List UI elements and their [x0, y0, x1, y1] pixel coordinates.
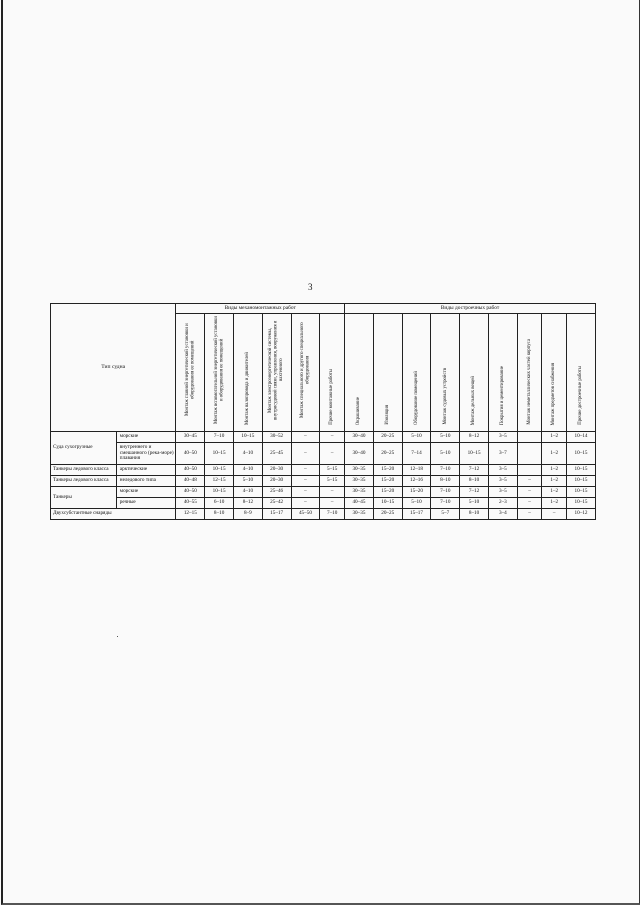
value-cell: 15–20	[373, 487, 402, 498]
value-cell: 12–15	[176, 509, 205, 520]
value-cell: 3–5	[488, 465, 517, 476]
value-cell: 3–5	[488, 476, 517, 487]
value-cell: 5–10	[431, 443, 460, 465]
column-header: Монтаж главной энергетической установки и оборудования ее помещений	[176, 314, 205, 432]
column-header: Монтаж неметаллических частей корпуса	[517, 314, 542, 432]
column-header: Изоляция	[373, 314, 402, 432]
value-cell: 25–45	[262, 443, 291, 465]
ship-subtype-cell: морские	[116, 487, 176, 498]
value-cell: –	[320, 443, 345, 465]
value-cell: 15–17	[262, 509, 291, 520]
value-cell: 7–10	[431, 465, 460, 476]
value-cell: 10–15	[205, 487, 234, 498]
value-cell: –	[291, 476, 320, 487]
scan-speck	[117, 636, 118, 637]
value-cell: 7–10	[205, 432, 234, 443]
value-cell: 5–15	[320, 465, 345, 476]
value-cell: 10–15	[567, 443, 596, 465]
value-cell: 10–15	[373, 498, 402, 509]
column-header: Прочие достроечные работы	[567, 314, 596, 432]
value-cell: 4–10	[233, 465, 262, 476]
header-row-groups	[51, 304, 596, 314]
value-cell: 5–10	[402, 432, 431, 443]
column-header: Монтаж валопровода и движителей	[233, 314, 262, 432]
ship-subtype-cell: неледового типа	[116, 476, 176, 487]
ship-type-cell: Танкеры	[51, 487, 117, 509]
value-cell: –	[517, 476, 542, 487]
value-cell: 30–35	[345, 509, 374, 520]
value-cell: 4–10	[233, 443, 262, 465]
value-cell: 7–10	[431, 487, 460, 498]
value-cell: –	[291, 487, 320, 498]
ship-type-header: Тип судна	[51, 304, 176, 432]
value-cell: 20–25	[373, 509, 402, 520]
ship-type-cell: Танкеры ледового класса	[51, 465, 117, 476]
value-cell: 20–25	[373, 443, 402, 465]
value-cell: 3–7	[488, 443, 517, 465]
value-cell: 10–15	[567, 465, 596, 476]
work-types-table	[50, 303, 596, 520]
ship-type-cell: Суда сухогрузные	[51, 432, 117, 465]
value-cell: 5–10	[460, 498, 489, 509]
value-cell	[517, 443, 542, 465]
decorative-works-header: Виды достроечных работ	[345, 304, 596, 314]
table-row	[51, 432, 596, 443]
value-cell: 12–16	[402, 476, 431, 487]
value-cell: 1–2	[542, 476, 567, 487]
ship-subtype-cell: внутреннего и смешанного (река-море) плавания	[116, 443, 176, 465]
value-cell: –	[291, 432, 320, 443]
value-cell: 30–45	[176, 432, 205, 443]
column-header: Монтаж электроэнергетической системы, внутрисудовой связи, управления, вооружения и вахтенного	[262, 314, 291, 432]
column-header: Прочие монтажные работы	[320, 314, 345, 432]
value-cell: 7–10	[431, 498, 460, 509]
value-cell: 30–35	[345, 465, 374, 476]
value-cell: 10–12	[567, 509, 596, 520]
ship-type-cell: Танкеры ледового класса	[51, 476, 117, 487]
column-header: Монтаж предметов снабжения	[542, 314, 567, 432]
value-cell: 15–20	[373, 465, 402, 476]
value-cell: 5–10	[402, 498, 431, 509]
value-cell: 12–15	[205, 476, 234, 487]
value-cell: 8–10	[205, 509, 234, 520]
page-number: 3	[308, 282, 313, 292]
value-cell: 10–15	[233, 432, 262, 443]
value-cell: 40–50	[176, 465, 205, 476]
column-header: Монтаж специального и другого специального оборудования	[291, 314, 320, 432]
value-cell: 8–10	[431, 476, 460, 487]
value-cell: 40–55	[176, 498, 205, 509]
value-cell: –	[291, 498, 320, 509]
value-cell: 3–5	[488, 487, 517, 498]
column-header: Покрытия и цементирование	[488, 314, 517, 432]
value-cell: 15–20	[402, 487, 431, 498]
value-cell: –	[320, 487, 345, 498]
value-cell: 8–9	[233, 509, 262, 520]
value-cell: 7–14	[402, 443, 431, 465]
value-cell: 10–15	[205, 443, 234, 465]
value-cell: 15–20	[373, 476, 402, 487]
value-cell: 45–50	[291, 509, 320, 520]
value-cell: 8–12	[460, 432, 489, 443]
value-cell: 25–46	[262, 487, 291, 498]
value-cell: 10–15	[567, 476, 596, 487]
column-header: Монтаж вспомогательной энергетической установки и оборудования ее помещений	[205, 314, 234, 432]
value-cell: 4–10	[233, 487, 262, 498]
value-cell: 5–10	[431, 432, 460, 443]
table-row	[51, 509, 596, 520]
value-cell: 1–2	[542, 498, 567, 509]
value-cell: 3–5	[488, 432, 517, 443]
value-cell: 2–3	[488, 498, 517, 509]
value-cell: 10–15	[567, 498, 596, 509]
value-cell: 10–15	[205, 465, 234, 476]
mechanical-works-header: Виды механомонтажных работ	[176, 304, 345, 314]
ship-subtype-cell: морские	[116, 432, 176, 443]
column-header: Окрашивание	[345, 314, 374, 432]
value-cell: 5–15	[320, 476, 345, 487]
value-cell: 1–2	[542, 432, 567, 443]
value-cell: –	[320, 432, 345, 443]
value-cell: 20–25	[373, 432, 402, 443]
value-cell	[517, 465, 542, 476]
value-cell: –	[517, 487, 542, 498]
value-cell: –	[291, 443, 320, 465]
value-cell: 12–18	[402, 465, 431, 476]
value-cell: 5–7	[431, 509, 460, 520]
value-cell: –	[291, 465, 320, 476]
value-cell: 15–17	[402, 509, 431, 520]
value-cell: 30–40	[345, 443, 374, 465]
value-cell: 30–40	[345, 432, 374, 443]
value-cell: 5–10	[233, 476, 262, 487]
value-cell: 30–35	[345, 476, 374, 487]
table-row	[51, 487, 596, 498]
value-cell: 1–2	[542, 465, 567, 476]
value-cell: 1–2	[542, 487, 567, 498]
column-header: Монтаж судовых устройств	[431, 314, 460, 432]
value-cell: 10–15	[460, 443, 489, 465]
column-header: Монтаж дельных вещей	[460, 314, 489, 432]
value-cell: 40–50	[176, 487, 205, 498]
value-cell	[517, 432, 542, 443]
value-cell: 8–10	[460, 476, 489, 487]
value-cell: 30–35	[345, 487, 374, 498]
value-cell: 8–12	[233, 498, 262, 509]
value-cell: 10–15	[567, 487, 596, 498]
value-cell: 30–52	[262, 432, 291, 443]
value-cell: 3–4	[488, 509, 517, 520]
table-row	[51, 476, 596, 487]
value-cell: 10–14	[567, 432, 596, 443]
value-cell: 7–12	[460, 487, 489, 498]
table-row	[51, 498, 596, 509]
value-cell: 6–10	[205, 498, 234, 509]
value-cell: 40–50	[176, 443, 205, 465]
value-cell: 25–42	[262, 498, 291, 509]
ship-subtype-cell: арктические	[116, 465, 176, 476]
value-cell: 7–12	[460, 465, 489, 476]
value-cell: –	[320, 498, 345, 509]
value-cell: 20–30	[262, 465, 291, 476]
ship-subtype-cell: речные	[116, 498, 176, 509]
value-cell: 7–10	[320, 509, 345, 520]
table-row	[51, 443, 596, 465]
ship-type-cell: Двухсубстантные снаряды	[51, 509, 176, 520]
table-row	[51, 465, 596, 476]
value-cell: –	[517, 498, 542, 509]
column-header: Оборудование помещений	[402, 314, 431, 432]
value-cell: 40–48	[176, 476, 205, 487]
value-cell: 20–30	[262, 476, 291, 487]
value-cell: 1–2	[542, 443, 567, 465]
value-cell: 8–10	[460, 509, 489, 520]
value-cell: –	[542, 509, 567, 520]
value-cell: 40–45	[345, 498, 374, 509]
value-cell: –	[517, 509, 542, 520]
